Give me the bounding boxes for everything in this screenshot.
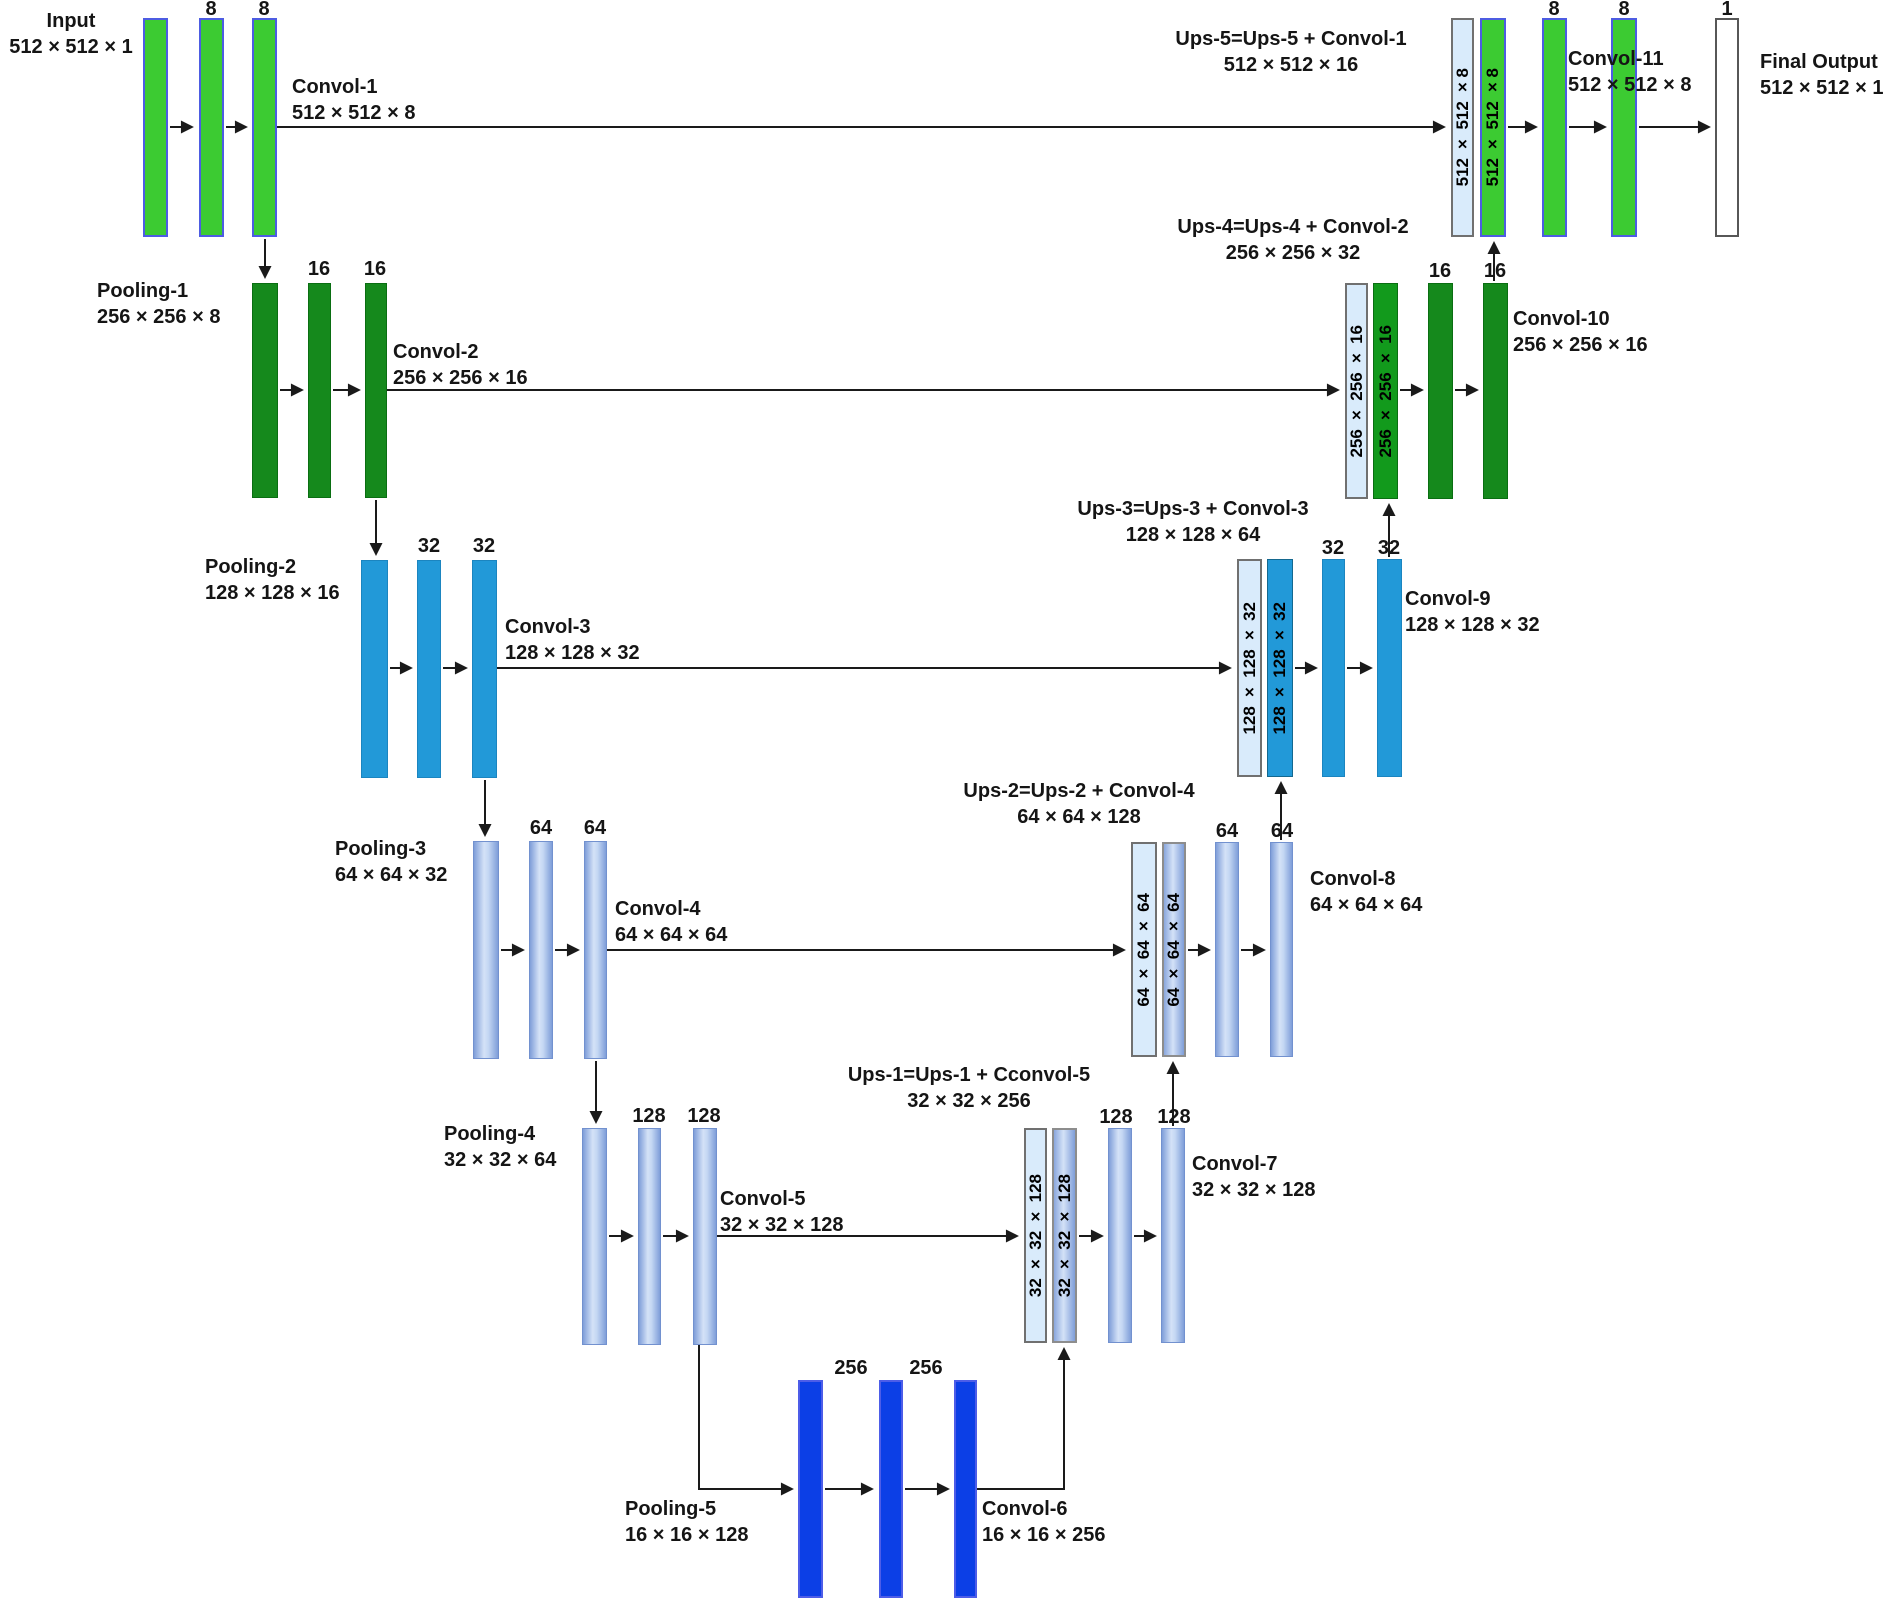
ups-3-label-line-2: 128 × 128 × 64 [1125, 524, 1261, 546]
convol-3-label-line-2: 128 × 128 × 32 [505, 642, 640, 664]
convol-6-map-2 [954, 1380, 977, 1598]
pooling-5-map [798, 1380, 823, 1598]
convol-2-ch-1: 16 [307, 258, 331, 280]
ups-1-label [848, 1062, 1090, 1114]
convol-3-ch-1: 32 [417, 535, 441, 557]
convol-1-map-2 [252, 18, 277, 237]
convol-4-ch-2: 64 [583, 817, 607, 839]
convol-5-map-1 [638, 1128, 661, 1345]
convol-8-label [1310, 866, 1422, 918]
pooling-3-label [335, 836, 447, 888]
convol-7-ch-2: 128 [1157, 1106, 1191, 1128]
final-output-ch: 1 [1721, 0, 1733, 20]
final-output-label-line-2: 512 × 512 × 1 [1760, 77, 1884, 99]
ups-3-concat-upsample-dims-text: 128 × 128 × 32 [1239, 601, 1259, 735]
convol-6-map-1 [879, 1380, 903, 1598]
pooling-5-label-line-2: 16 × 16 × 128 [625, 1524, 749, 1546]
pooling-2-label-line-2: 128 × 128 × 16 [205, 582, 340, 604]
convol-1-ch-1: 8 [205, 0, 217, 20]
ups-5-concat-upsample-dims-text: 512 × 512 ×8 [1452, 68, 1472, 187]
convol-4-label-line-1: Convol-4 [615, 898, 701, 920]
convol-10-map-1 [1428, 283, 1453, 499]
ups-4-concat-upsample-dims-text: 256 × 256 × 16 [1346, 324, 1366, 458]
pooling-5-label-line-1: Pooling-5 [625, 1498, 717, 1520]
ups-4-concat-upsample [1345, 283, 1368, 499]
ups-4-label-line-1: Ups-4=Ups-4 + Convol-2 [1177, 216, 1409, 238]
convol-10-map-2 [1483, 283, 1508, 499]
ups-5-label-line-1: Ups-5=Ups-5 + Convol-1 [1175, 28, 1407, 50]
convol-4-ch-1: 64 [529, 817, 553, 839]
convol-5-label [720, 1186, 843, 1238]
ups-1-concat-upsample-dims-text: 32 × 32 × 128 [1025, 1173, 1045, 1298]
ups-2-label [963, 778, 1194, 830]
convol-9-ch-2: 32 [1377, 537, 1401, 559]
convol-4-label-line-2: 64 × 64 × 64 [615, 924, 728, 946]
convol-2-label-line-1: Convol-2 [393, 341, 479, 363]
convol-4-map-2 [584, 841, 607, 1059]
convol-8-label-line-1: Convol-8 [1310, 868, 1396, 890]
convol-2-label [393, 339, 528, 391]
ups-2-label-line-1: Ups-2=Ups-2 + Convol-4 [963, 780, 1195, 802]
ups-5-concat-upsample [1451, 18, 1474, 237]
input-label [9, 8, 132, 60]
convol-9-label-line-1: Convol-9 [1405, 588, 1491, 610]
ups-1-concat-upsample [1024, 1128, 1047, 1343]
convol-3-map-1 [417, 560, 441, 778]
convol-11-label-line-1: Convol-11 [1568, 48, 1664, 70]
convol-10-ch-1: 16 [1428, 260, 1452, 282]
pooling-2-label-line-1: Pooling-2 [205, 556, 297, 578]
ups-3-concat-skip-dims-text: 128 × 128 × 32 [1270, 601, 1289, 735]
convol-3-label [505, 614, 640, 666]
convol-5-ch-2: 128 [687, 1105, 721, 1127]
pooling-1-label [97, 278, 220, 330]
convol-7-map-1 [1108, 1128, 1132, 1343]
convol-4-label [615, 896, 727, 948]
ups-2-concat-upsample-dims-text: 64 × 64 × 64 [1134, 892, 1153, 1007]
convol-8-map-2 [1270, 842, 1293, 1057]
ups-5-label-line-2: 512 × 512 × 16 [1223, 54, 1359, 76]
convol-7-ch-1: 128 [1099, 1106, 1133, 1128]
pooling-4-label-line-1: Pooling-4 [444, 1123, 536, 1145]
ups-4-label [1177, 214, 1408, 266]
pool-5-elbow [699, 1345, 792, 1489]
ups-5-concat-skip [1480, 18, 1506, 237]
ups-3-label-line-1: Ups-3=Ups-3 + Convol-3 [1077, 498, 1309, 520]
pooling-1-label-line-2: 256 × 256 × 8 [97, 306, 221, 328]
ups-4-concat-skip-dims-text: 256 × 256 × 16 [1375, 324, 1395, 458]
ups-3-concat-upsample [1237, 559, 1262, 777]
pooling-2-label [205, 554, 340, 606]
convol-1-ch-2: 8 [258, 0, 270, 20]
convol-8-ch-1: 64 [1215, 820, 1239, 842]
ups-3-label [1077, 496, 1308, 548]
convol-4-map-1 [529, 841, 553, 1059]
convol-3-map-2 [472, 560, 497, 778]
convol-2-map-2 [365, 283, 387, 498]
convol-11-ch-2: 8 [1618, 0, 1630, 20]
convol-9-ch-1: 32 [1321, 537, 1345, 559]
convol-10-label-line-1: Convol-10 [1513, 308, 1610, 330]
convol-5-label-line-1: Convol-5 [720, 1188, 806, 1210]
convol-11-map-1 [1542, 18, 1567, 237]
convol-9-map-1 [1322, 559, 1345, 777]
convol-5-map-2 [693, 1128, 717, 1345]
convol-7-label-line-2: 32 × 32 × 128 [1192, 1179, 1316, 1201]
convol-6-label-line-2: 16 × 16 × 256 [982, 1524, 1106, 1546]
convol-1-label-line-2: 512 × 512 × 8 [292, 102, 416, 124]
convol-8-map-1 [1215, 842, 1239, 1057]
bottleneck-up-elbow [977, 1349, 1064, 1489]
convol-5-label-line-2: 32 × 32 × 128 [720, 1214, 844, 1236]
ups-1-concat-skip [1052, 1128, 1077, 1343]
convol-9-map-2 [1377, 559, 1402, 777]
convol-7-map-2 [1161, 1128, 1185, 1343]
convol-6-ch-1: 256 [834, 1357, 868, 1379]
convol-1-label [292, 74, 415, 126]
pooling-3-label-line-1: Pooling-3 [335, 838, 427, 860]
ups-1-label-line-2: 32 × 32 × 256 [907, 1090, 1031, 1112]
pooling-4-map [582, 1128, 607, 1345]
ups-1-label-line-1: Ups-1=Ups-1 + Cconvol-5 [847, 1064, 1091, 1086]
convol-8-label-line-2: 64 × 64 × 64 [1310, 894, 1423, 916]
pooling-3-label-line-2: 64 × 64 × 32 [335, 864, 448, 886]
convol-2-map-1 [308, 283, 331, 498]
pooling-2-map [361, 560, 388, 778]
convol-11-label-line-2: 512 × 512 × 8 [1568, 74, 1692, 96]
convol-11-ch-1: 8 [1548, 0, 1560, 20]
convol-1-label-line-1: Convol-1 [292, 76, 378, 98]
input-label-line-2: 512 × 512 × 1 [9, 36, 133, 58]
convol-6-ch-2: 256 [909, 1357, 943, 1379]
pooling-4-label [444, 1121, 556, 1173]
ups-1-concat-skip-dims-text: 32 × 32 × 128 [1054, 1173, 1074, 1298]
convol-7-label [1192, 1151, 1315, 1203]
pooling-5-label [625, 1496, 748, 1548]
convol-1-map-1 [199, 18, 224, 237]
convol-7-label-line-1: Convol-7 [1192, 1153, 1278, 1175]
ups-2-concat-skip [1162, 842, 1186, 1057]
convol-10-ch-2: 16 [1483, 260, 1507, 282]
ups-2-concat-upsample [1131, 842, 1157, 1057]
ups-3-concat-skip [1267, 559, 1293, 777]
convol-2-label-line-2: 256 × 256 × 16 [393, 367, 528, 389]
pooling-1-map [252, 283, 278, 498]
convol-10-label-line-2: 256 × 256 × 16 [1513, 334, 1648, 356]
pooling-4-label-line-2: 32 × 32 × 64 [444, 1149, 557, 1171]
ups-4-concat-skip [1373, 283, 1398, 499]
convol-11-label [1568, 46, 1691, 98]
convol-9-label [1405, 586, 1540, 638]
convol-6-label-line-1: Convol-6 [982, 1498, 1068, 1520]
pooling-3-map [473, 841, 499, 1059]
final-output-bar [1715, 18, 1739, 237]
input-image-bar [143, 18, 168, 237]
convol-8-ch-2: 64 [1270, 820, 1294, 842]
pooling-1-label-line-1: Pooling-1 [97, 280, 189, 302]
final-output-label [1760, 49, 1883, 101]
convol-10-label [1513, 306, 1648, 358]
ups-2-concat-skip-dims-text: 64 × 64 × 64 [1164, 892, 1183, 1007]
convol-5-ch-1: 128 [632, 1105, 666, 1127]
ups-4-label-line-2: 256 × 256 × 32 [1225, 242, 1361, 264]
convol-2-ch-2: 16 [363, 258, 387, 280]
convol-3-ch-2: 32 [472, 535, 496, 557]
convol-6-label [982, 1496, 1105, 1548]
final-output-label-line-1: Final Output [1760, 51, 1878, 73]
convol-3-label-line-1: Convol-3 [505, 616, 591, 638]
convol-9-label-line-2: 128 × 128 × 32 [1405, 614, 1540, 636]
input-label-line-1: Input [46, 10, 96, 32]
ups-5-concat-skip-dims-text: 512 × 512 ×8 [1483, 68, 1502, 187]
ups-5-label [1175, 26, 1406, 78]
ups-2-label-line-2: 64 × 64 × 128 [1017, 806, 1141, 828]
